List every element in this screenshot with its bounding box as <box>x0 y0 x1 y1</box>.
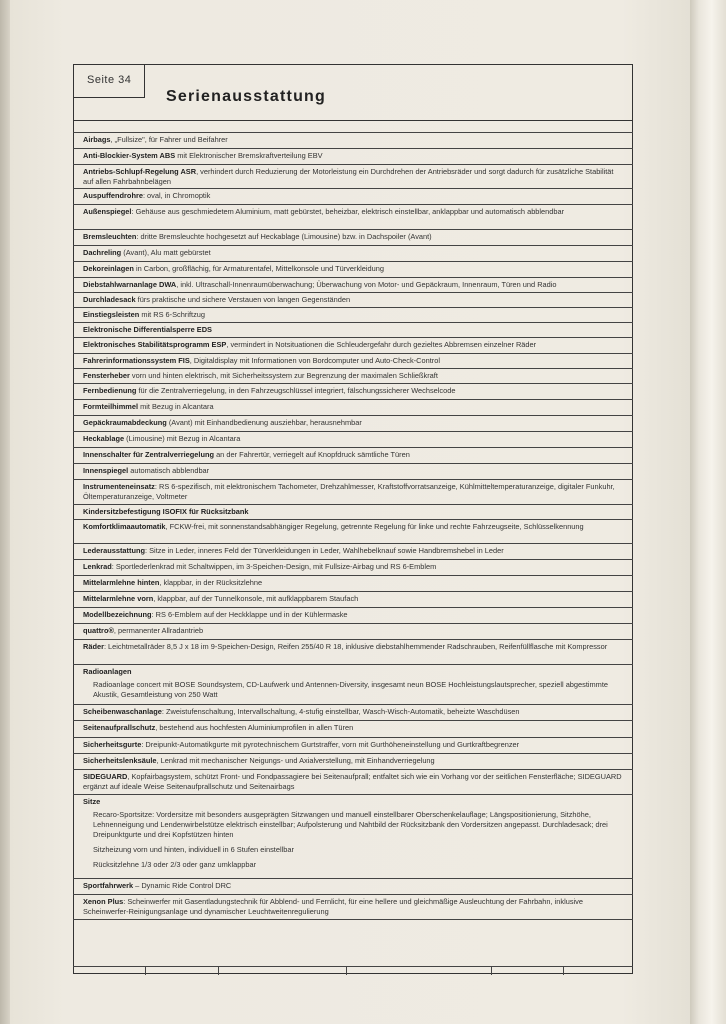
list-item-lenkrad: Lenkrad: Sportlederlenkrad mit Schaltwippen, im 3-Speichen-Design, mit Fullsize-Airbag und RS 6-Emblem <box>73 559 633 575</box>
list-item-raeder: Räder: Leichtmetallräder 8,5 J x 18 im 9-Speichen-Design, Reifen 255/40 R 18, inklusive diebstahlhemmender Radschrauben, Reifenfüllflasche mit Kompressor <box>73 639 633 664</box>
list-item-seitenaufprallschutz: Seitenaufprallschutz, bestehend aus hochfesten Aluminiumprofilen in allen Türen <box>73 720 633 737</box>
list-item-sicherheitslenksaeule: Sicherheitslenksäule, Lenkrad mit mechanischer Neigungs- und Axialverstellung, mit Einhandverriegelung <box>73 753 633 769</box>
list-item-fis: Fahrerinformationssystem FIS, Digitaldisplay mit Informationen von Bordcomputer und Auto-Check-Control <box>73 353 633 368</box>
list-item-dachreling: Dachreling (Avant), Alu matt gebürstet <box>73 245 633 261</box>
page-right-edge <box>690 0 726 1024</box>
list-item-airbags: Airbags, „Fullsize", für Fahrer und Beifahrer <box>73 132 633 148</box>
sitze-detail-ruecksitz: Rücksitzlehne 1/3 oder 2/3 oder ganz umklappbar <box>93 860 257 869</box>
list-item-radioanlagen: Radioanlagen Radioanlage concert mit BOSE Soundsystem, CD-Laufwerk und Antennen-Diversity, insgesamt neun BOSE Hochleistungslautsprecher, speziell abgestimmte Akustik, Gesamtleistung von 250 Watt <box>73 664 633 704</box>
list-item-armlehne-vorn: Mittelarmlehne vorn, klappbar, auf der Tunnelkonsole, mit aufklappbarem Staufach <box>73 591 633 607</box>
list-item-fernbedienung: Fernbedienung für die Zentralverriegelung, in den Fahrzeugschlüssel integriert, fälschungssicherer Wechselcode <box>73 383 633 399</box>
list-item-klimaautomatik: Komfortklimaautomatik, FCKW-frei, mit sonnenstandsabhängiger Regelung, getrennte Regelung für linke und rechte Fahrzeugseite, Schlüsselkennung <box>73 519 633 543</box>
title-divider <box>73 120 633 121</box>
list-item-asr: Antriebs-Schlupf-Regelung ASR, verhindert durch Reduzierung der Motorleistung ein Durchdrehen der Antriebsräder und sorgt dadurch für zusätzliche Stabilität auf allen Fahrbahnbelägen <box>73 164 633 188</box>
sitze-detail-heizung: Sitzheizung vorn und hinten, individuell in 6 Stufen einstellbar <box>93 845 294 854</box>
list-item-dekoreinlagen: Dekoreinlagen in Carbon, großflächig, für Armaturentafel, Mittelkonsole und Türverkleidung <box>73 261 633 277</box>
list-item-auspuff: Auspuffendrohre: oval, in Chromoptik <box>73 188 633 204</box>
empty-row <box>73 919 633 953</box>
sitze-detail-recaro: Recaro-Sportsitze: Vordersitze mit besonders ausgeprägten Sitzwangen und manuell einstellbarer Oberschenkelauflage; Längspositionierung, Sitzhöhe, Lehnenneigung und Lendenwirbelstütze elektrisch einstellbar; Aufpolsterung und Nahtbild der Rücksitzbank den Vordersitzen angepasst. Durchladesack; drei Dreipunktgurte und drei Kopfstützen hinten <box>93 810 608 839</box>
equipment-list <box>73 132 633 953</box>
list-item-innenschalter: Innenschalter für Zentralverriegelung an der Fahrertür, verriegelt auf Knopfdruck sämtliche Türen <box>73 447 633 463</box>
list-item-quattro: quattro®, permanenter Allradantrieb <box>73 623 633 639</box>
list-item-sportfahrwerk: Sportfahrwerk – Dynamic Ride Control DRC <box>73 878 633 894</box>
list-item-modellbezeichnung: Modellbezeichnung: RS 6-Emblem auf der Heckklappe und in der Kühlermaske <box>73 607 633 623</box>
list-item-eds: Elektronische Differentialsperre EDS <box>73 322 633 337</box>
page-title: Serienausstattung <box>166 88 326 105</box>
bottom-grid <box>73 966 633 974</box>
list-item-durchladesack: Durchladesack fürs praktische und sichere Verstauen von langen Gegenständen <box>73 292 633 307</box>
list-item-innenspiegel: Innenspiegel automatisch abblendbar <box>73 463 633 479</box>
list-item-dwa: Diebstahlwarnanlage DWA, inkl. Ultraschall-Innenraumüberwachung; Überwachung von Motor- und Gepäckraum, Innenraum, Türen und Radio <box>73 277 633 292</box>
list-item-bremsleuchten: Bremsleuchten: dritte Bremsleuchte hochgesetzt auf Heckablage (Limousine) bzw. in Dachspoiler (Avant) <box>73 229 633 245</box>
list-item-isofix: Kindersitzbefestigung ISOFIX für Rücksitzbank <box>73 504 633 519</box>
list-item-fensterheber: Fensterheber vorn und hinten elektrisch, mit Sicherheitssystem zur Begrenzung der maximalen Schließkraft <box>73 368 633 383</box>
list-item-gepaeckraumabdeckung: Gepäckraumabdeckung (Avant) mit Einhandbedienung ausziehbar, herausnehmbar <box>73 415 633 431</box>
list-item-esp: Elektronisches Stabilitätsprogramm ESP, vermindert in Notsituationen die Schleudergefahr durch gezieltes Abbremsen einzelner Räder <box>73 337 633 353</box>
list-item-abs: Anti-Blockier-System ABS mit Elektronischer Bremskraftverteilung EBV <box>73 148 633 164</box>
list-item-instrumenteneinsatz: Instrumenteneinsatz: RS 6-spezifisch, mit elektronischem Tachometer, Drehzahlmesser, Kraftstoffvorratsanzeige, Kühlmitteltemperaturanzeige, digitaler Funkuhr, Öltemperaturanzeige, Voltmeter <box>73 479 633 504</box>
list-item-aussenspiegel: Außenspiegel: Gehäuse aus geschmiedetem Aluminium, matt gebürstet, beheizbar, elektrisch einstellbar, anklappbar und automatisch abblendbar <box>73 204 633 229</box>
list-item-heckablage: Heckablage (Limousine) mit Bezug in Alcantara <box>73 431 633 447</box>
list-item-scheibenwaschanlage: Scheibenwaschanlage: Zweistufenschaltung, Intervallschaltung, 4-stufig einstellbar, Wasch-Wisch-Automatik, beheizte Waschdüsen <box>73 704 633 720</box>
list-item-xenon: Xenon Plus: Scheinwerfer mit Gasentladungstechnik für Abblend- und Fernlicht, für eine hellere und gleichmäßige Ausleuchtung der Fahrbahn, inklusive Scheinwerfer-Reinigungsanlage und dynamischer Leuchtweitenregulierung <box>73 894 633 919</box>
list-item-sicherheitsgurte: Sicherheitsgurte: Dreipunkt-Automatikgurte mit pyrotechnischem Gurtstraffer, vorn mit Gurthöheneinstellung und Gurtkraftbegrenzer <box>73 737 633 753</box>
list-item-lederausstattung: Lederausstattung: Sitze in Leder, inneres Feld der Türverkleidungen in Leder, Wahlhebelknauf sowie Handbremshebel in Leder <box>73 543 633 559</box>
radio-detail: Radioanlage concert mit BOSE Soundsystem, CD-Laufwerk und Antennen-Diversity, insgesamt neun BOSE Hochleistungslautsprecher, speziell abgestimmte Akustik, Gesamtleistung von 250 Watt <box>93 680 608 699</box>
list-item-sideguard: SIDEGUARD, Kopfairbagsystem, schützt Front- und Fondpassagiere bei Seitenaufprall; entfaltet sich wie ein Vorhang vor der seitlichen Fensterfläche; SIDEGUARD ergänzt auf ideale Weise Seitenaufprallschutz und Seitenairbags <box>73 769 633 794</box>
list-item-formteilhimmel: Formteilhimmel mit Bezug in Alcantara <box>73 399 633 415</box>
list-item-einstiegsleisten: Einstiegsleisten mit RS 6-Schriftzug <box>73 307 633 322</box>
list-item-armlehne-hinten: Mittelarmlehne hinten, klappbar, in der Rücksitzlehne <box>73 575 633 591</box>
page-number: Seite 34 <box>73 64 145 98</box>
list-item-sitze: Sitze Recaro-Sportsitze: Vordersitze mit besonders ausgeprägten Sitzwangen und manuell einstellbarer Oberschenkelauflage; Längspositionierung, Sitzhöhe, Lehnenneigung und Lendenwirbelstütze elektrisch einstellbar; Aufpolsterung und Nahtbild der Rücksitzbank den Vordersitzen angepasst. Durchladesack; drei Dreipunktgurte und drei Kopfstützen hinten Sitzheizung vorn und hinten, individuell in 6 Stufen einstellbar Rücksitzlehne 1/3 oder 2/3 oder ganz umklappbar <box>73 794 633 878</box>
page-left-edge <box>0 0 10 1024</box>
